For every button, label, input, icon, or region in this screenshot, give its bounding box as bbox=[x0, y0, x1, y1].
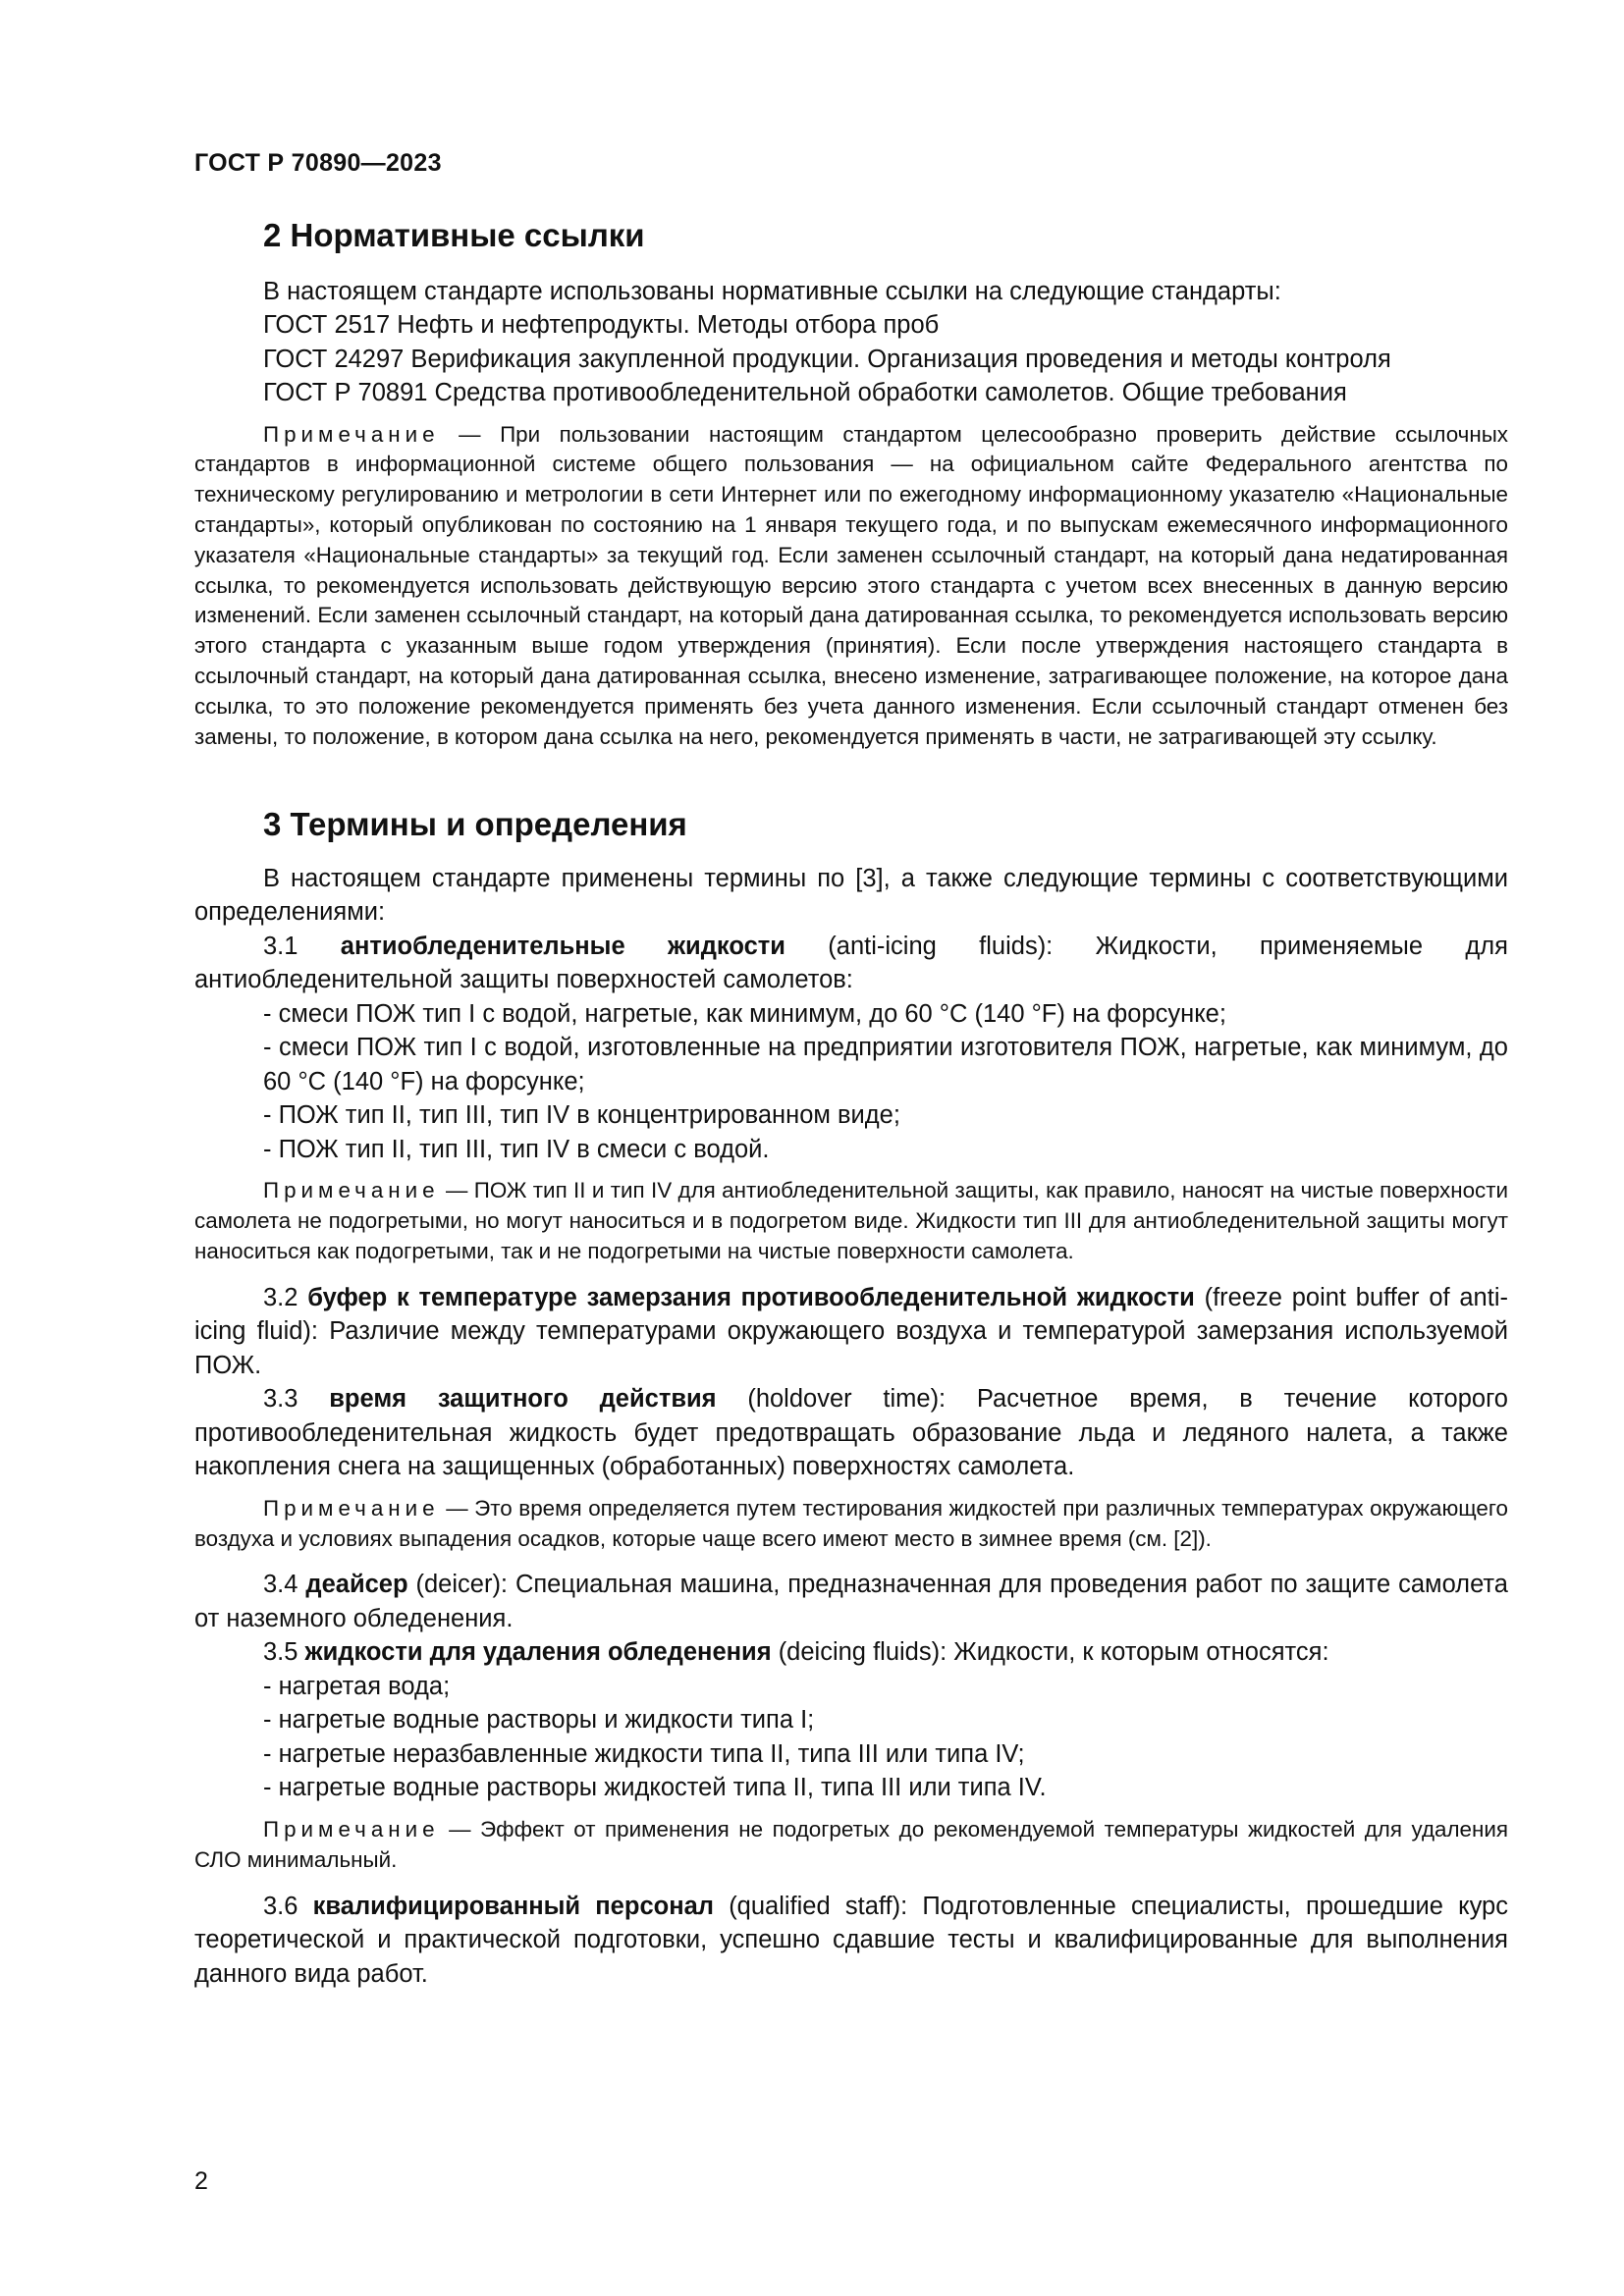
reference-item: ГОСТ Р 70891 Средства противообледенительной обработки самолетов. Общие требования bbox=[263, 379, 1347, 407]
term-definition: (holdover time): Расчетное время, в течение которого противообледенительная жидкость будет предотвращать образование льда и ледяного налета, а также накопления снега на защищенных (обработанных) поверхностях самолета. bbox=[194, 1385, 1508, 1481]
page-content bbox=[194, 216, 1508, 1991]
term-3-2 bbox=[194, 1281, 1508, 1383]
section-2-intro: В настоящем стандарте использованы нормативные ссылки на следующие стандарты: bbox=[263, 277, 1281, 305]
term-number: 3.2 bbox=[263, 1283, 298, 1311]
document-header: ГОСТ Р 70890—2023 bbox=[194, 149, 442, 177]
list-item: - ПОЖ тип II, тип III, тип IV в концентрированном виде; bbox=[263, 1101, 900, 1130]
note-text: — При пользовании настоящим стандартом целесообразно проверить действие ссылочных стандартов в информационной системе общего пользования — на официальном сайте Федерального агентства по техническому регулированию и метрологии в сети Интернет или по ежегодному информационному указателю «Национальные стандарты», который опубликован по состоянию на 1 января текущего года, и по выпускам ежемесячного информационного указателя «Национальные стандарты» за текущий год. Если заменен ссылочный стандарт, на который дана недатированная ссылка, то рекомендуется использовать действующую версию этого стандарта с учетом всех внесенных в данную версию изменений. Если заменен ссылочный стандарт, на который дана датированная ссылка, то рекомендуется использовать версию этого стандарта с указанным выше годом утверждения (принятия). Если после утверждения настоящего стандарта в ссылочный стандарт, на который дана датированная ссылка, внесено изменение, затрагивающее положение, на которое дана ссылка, то это положение рекомендуется применять без учета данного изменения. Если ссылочный стандарт отменен без замены, то положение, в котором дана ссылка на него, рекомендуется применять в части, не затрагивающей эту ссылку. bbox=[194, 421, 1509, 749]
list-item: - ПОЖ тип II, тип III, тип IV в смеси с водой. bbox=[263, 1135, 770, 1163]
term-3-1-note bbox=[194, 1176, 1508, 1266]
note-label: Примечание bbox=[263, 1816, 440, 1842]
term-definition: (deicing fluids): Жидкости, к которым относятся: bbox=[778, 1638, 1329, 1667]
note-label: Примечание bbox=[263, 421, 440, 447]
term-number: 3.4 bbox=[263, 1571, 298, 1599]
term-name: антиобледенительные жидкости bbox=[340, 932, 785, 960]
term-3-4 bbox=[194, 1568, 1508, 1635]
note-label: Примечание bbox=[263, 1495, 440, 1521]
term-definition: (qualified staff): Подготовленные специалисты, прошедшие курс теоретической и практической подготовки, успешно сдавшие тесты и квалифицированные для выполнения данного вида работ. bbox=[194, 1892, 1508, 1988]
term-definition: (deicer): Специальная машина, предназначенная для проведения работ по защите самолета от наземного обледенения. bbox=[194, 1571, 1508, 1632]
list-item: - нагретые водные растворы жидкостей типа II, типа III или типа IV. bbox=[263, 1774, 1047, 1802]
section-2-title: 2 Нормативные ссылки bbox=[263, 217, 645, 253]
term-number: 3.5 bbox=[263, 1638, 298, 1667]
note-text: — Это время определяется путем тестирования жидкостей при различных температурах окружающего воздуха и условиях выпадения осадков, которые чаще всего имеют место в зимнее время (см. [2]). bbox=[194, 1495, 1508, 1551]
term-3-5-note bbox=[194, 1815, 1508, 1876]
list-item: - нагретая вода; bbox=[263, 1672, 451, 1700]
note-text: — ПОЖ тип II и тип IV для антиобледенительной защиты, как правило, наносят на чистые поверхности самолета не подогретыми, но могут наноситься и в подогретом виде. Жидкости тип III для антиобледенительной защиты могут наноситься как подогретыми, так и не подогретыми на чистые поверхности самолета. bbox=[194, 1178, 1508, 1264]
term-number: 3.6 bbox=[263, 1892, 298, 1920]
note-label: Примечание bbox=[263, 1178, 440, 1203]
list-item: - нагретые водные растворы и жидкости типа I; bbox=[263, 1706, 815, 1735]
term-3-3 bbox=[194, 1382, 1508, 1484]
term-number: 3.3 bbox=[263, 1385, 298, 1414]
term-3-3-note bbox=[194, 1494, 1508, 1555]
term-definition: (freeze point buffer of anti-icing fluid): Различие между температурами окружающего воздуха и температурой замерзания используемой ПОЖ. bbox=[194, 1283, 1508, 1379]
term-name: деайсер bbox=[305, 1571, 408, 1599]
term-3-5 bbox=[194, 1635, 1508, 1670]
term-name: квалифицированный персонал bbox=[312, 1892, 714, 1920]
term-name: буфер к температуре замерзания противообледенительной жидкости bbox=[307, 1283, 1195, 1311]
section-3-intro: В настоящем стандарте применены термины по [3], а также следующие термины с соответствующими определениями: bbox=[194, 864, 1508, 927]
note-text: — Эффект от применения не подогретых до рекомендуемой температуры жидкостей для удаления СЛО минимальный. bbox=[194, 1816, 1508, 1872]
list-item: - смеси ПОЖ тип I с водой, изготовленные на предприятии изготовителя ПОЖ, нагретые, как минимум, до 60 °С (140 °F) на форсунке; bbox=[263, 1034, 1508, 1095]
reference-item: ГОСТ 2517 Нефть и нефтепродукты. Методы отбора проб bbox=[263, 311, 940, 340]
section-3-title: 3 Термины и определения bbox=[263, 806, 687, 843]
term-name: жидкости для удаления обледенения bbox=[304, 1638, 772, 1667]
term-name: время защитного действия bbox=[329, 1385, 717, 1414]
section-2-note bbox=[194, 420, 1508, 753]
term-3-1 bbox=[194, 930, 1508, 997]
list-item: - смеси ПОЖ тип I с водой, нагретые, как минимум, до 60 °С (140 °F) на форсунке; bbox=[263, 999, 1226, 1028]
term-definition: (anti-icing fluids): Жидкости, применяемые для антиобледенительной защиты поверхностей самолетов: bbox=[194, 932, 1508, 994]
term-3-6 bbox=[194, 1890, 1508, 1992]
list-item: - нагретые неразбавленные жидкости типа II, типа III или типа IV; bbox=[263, 1739, 1025, 1768]
term-number: 3.1 bbox=[263, 932, 298, 960]
page-number: 2 bbox=[194, 2167, 208, 2195]
reference-item: ГОСТ 24297 Верификация закупленной продукции. Организация проведения и методы контроля bbox=[263, 345, 1391, 373]
